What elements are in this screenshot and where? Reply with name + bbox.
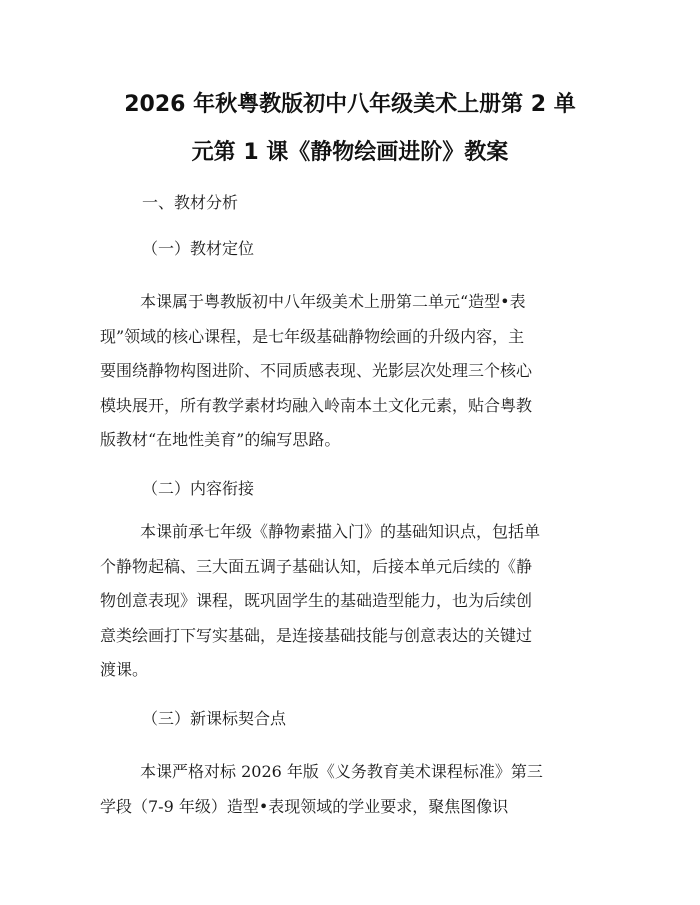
paragraph-line: 现”领域的核心课程，是七年级基础静物绘画的升级内容，主 — [100, 327, 525, 346]
section-heading-textbook-analysis: 一、教材分析 — [142, 193, 239, 212]
paragraph-line: 要围绕静物构图进阶、不同质感表现、光影层次处理三个核心 — [100, 361, 533, 380]
subsection-heading-positioning: （一）教材定位 — [142, 239, 255, 258]
paragraph-line: 模块展开，所有教学素材均融入岭南本土文化元素，贴合粤教 — [100, 396, 533, 415]
paragraph-line: 本课严格对标 2026 年版《义务教育美术课程标准》第三 — [140, 762, 543, 781]
subsection-heading-connection: （二）内容衔接 — [142, 479, 255, 498]
subsection-heading-curriculum-alignment: （三）新课标契合点 — [142, 709, 287, 728]
paragraph-line: 意类绘画打下写实基础，是连接基础技能与创意表达的关键过 — [100, 626, 533, 645]
paragraph-line: 本课前承七年级《静物素描入门》的基础知识点，包括单 — [140, 522, 541, 541]
document-title-line-1: 2026 年秋粤教版初中八年级美术上册第 2 单 — [124, 92, 576, 117]
paragraph-line: 学段（7-9 年级）造型•表现领域的学业要求，聚焦图像识 — [100, 797, 509, 816]
paragraph-line: 物创意表现》课程，既巩固学生的基础造型能力，也为后续创 — [100, 591, 533, 610]
paragraph-line: 版教材“在地性美育”的编写思路。 — [100, 430, 341, 449]
document-title-line-2: 元第 1 课《静物绘画进阶》教案 — [191, 140, 509, 165]
paragraph-line: 个静物起稿、三大面五调子基础认知，后接本单元后续的《静 — [100, 557, 533, 576]
paragraph-line: 渡课。 — [100, 660, 149, 679]
paragraph-line: 本课属于粤教版初中八年级美术上册第二单元“造型•表 — [140, 292, 526, 311]
